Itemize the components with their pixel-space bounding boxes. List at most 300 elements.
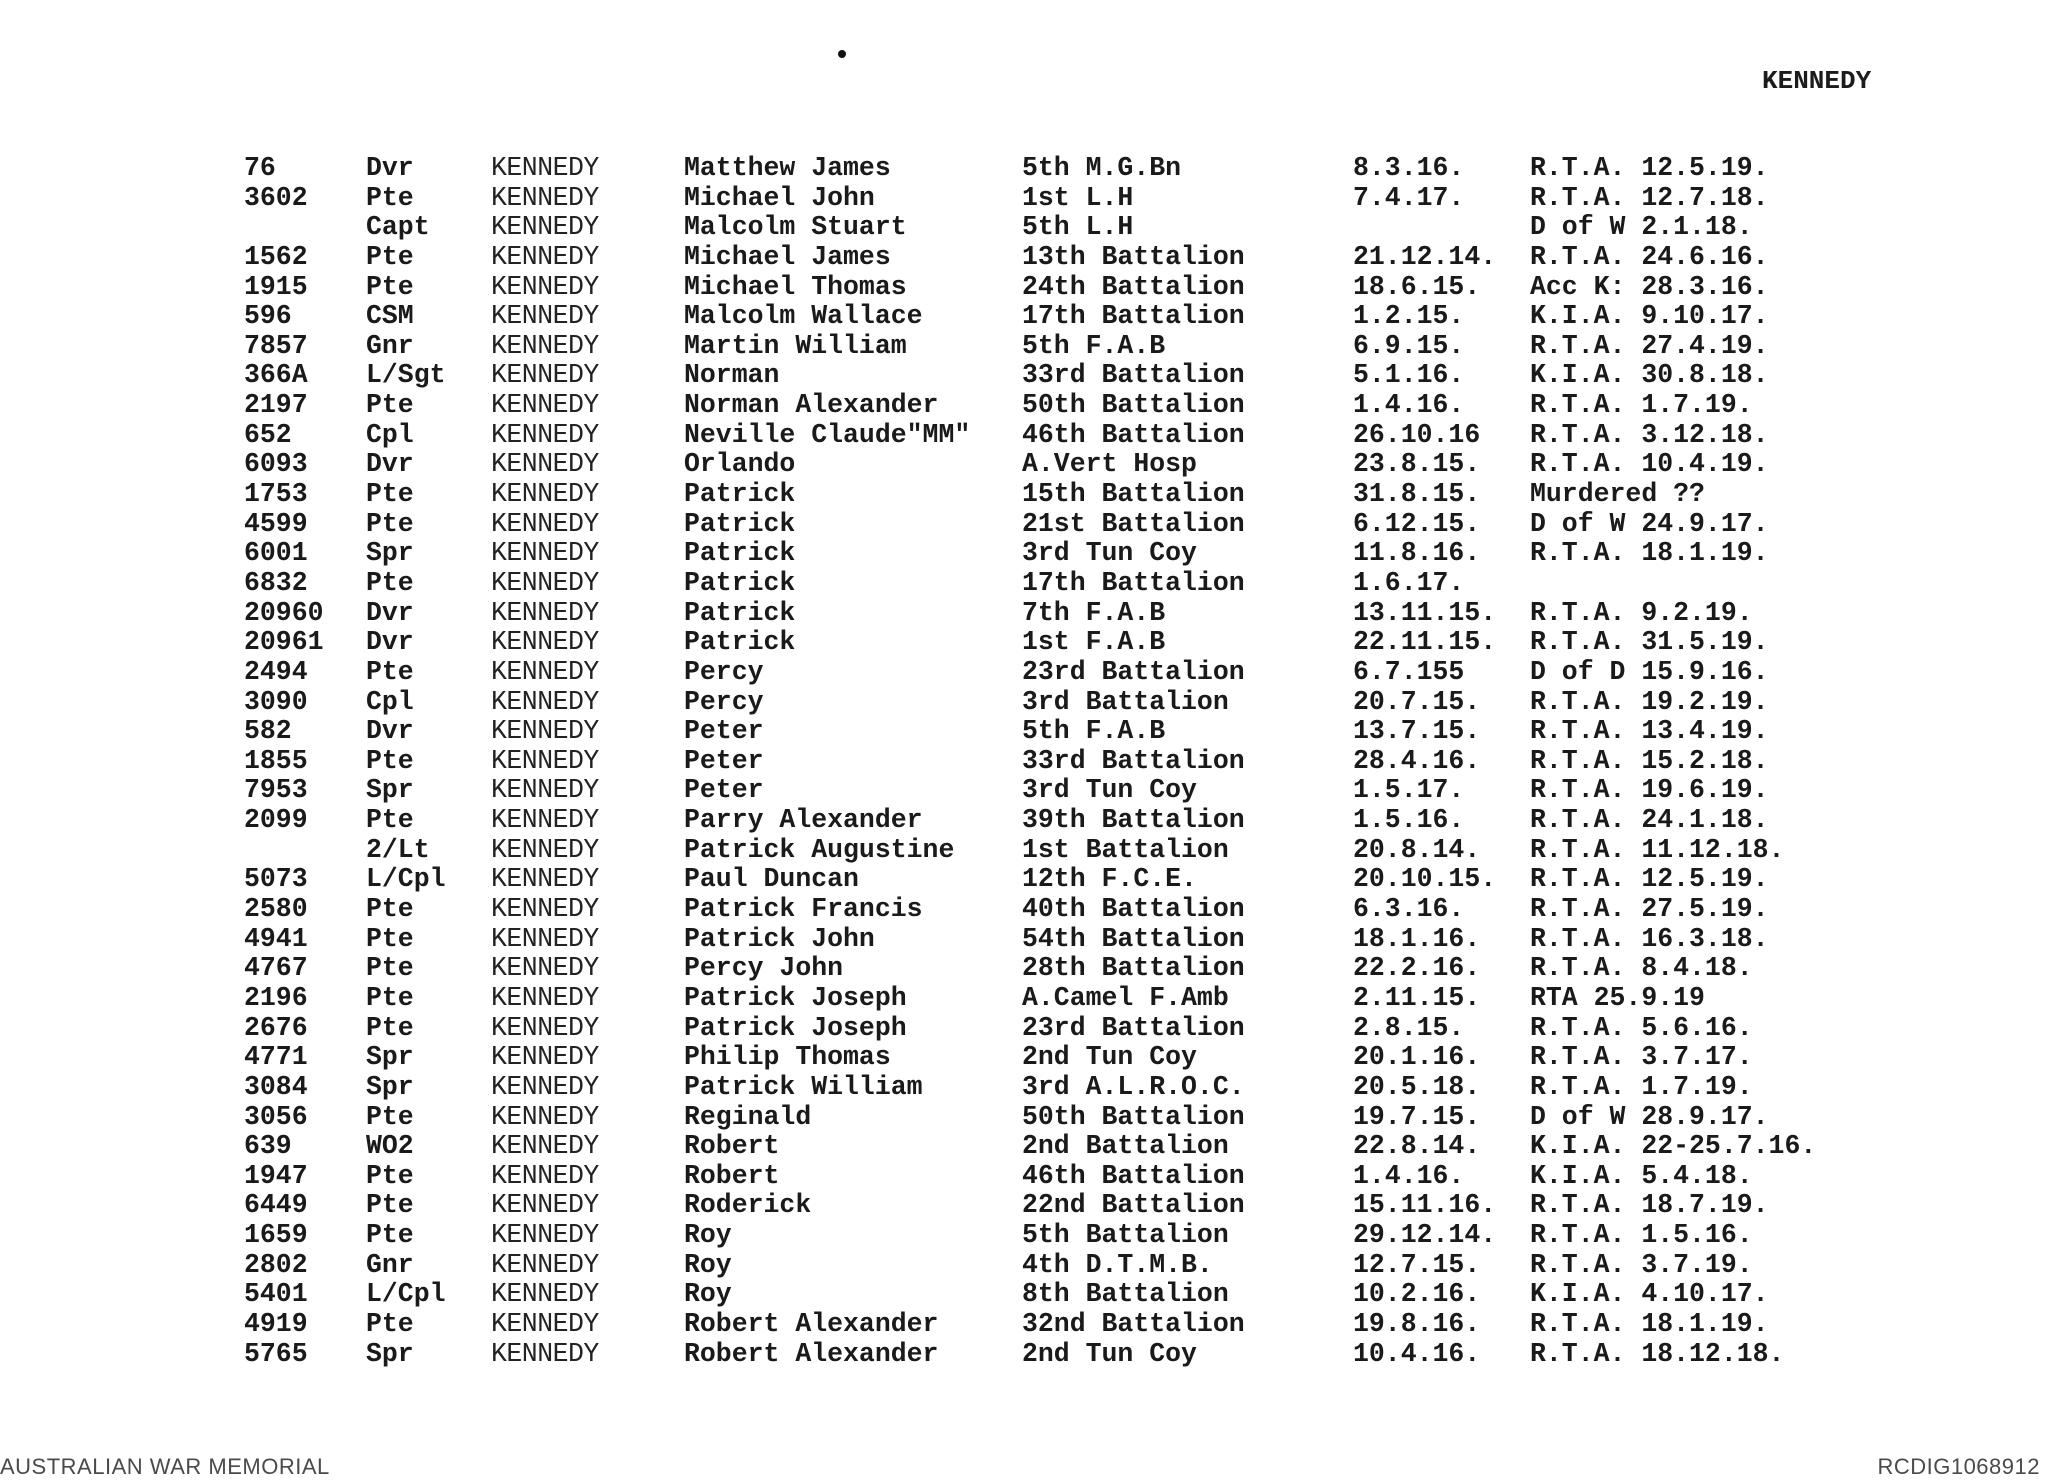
unit: 32nd Battalion — [1022, 1308, 1245, 1339]
fate: R.T.A. 12.5.19. — [1530, 864, 1769, 895]
regimental-number: 2802 — [244, 1249, 308, 1280]
fate: K.I.A. 9.10.17. — [1530, 301, 1769, 332]
fate: R.T.A. 13.4.19. — [1530, 716, 1769, 747]
regimental-number: 2676 — [244, 1012, 308, 1043]
unit: A.Camel F.Amb — [1022, 982, 1229, 1013]
rank: Pte — [366, 923, 414, 954]
unit: 8th Battalion — [1022, 1279, 1229, 1310]
regimental-number: 2580 — [244, 894, 308, 925]
unit: 23rd Battalion — [1022, 1012, 1245, 1043]
roll-row — [0, 806, 2048, 836]
roll-row — [0, 1162, 2048, 1192]
rank: L/Cpl — [366, 1279, 446, 1310]
roll-row — [0, 1132, 2048, 1162]
surname: KENNEDY — [491, 330, 599, 361]
rank: Spr — [366, 1042, 414, 1073]
regimental-number: 6001 — [244, 538, 308, 569]
rank: Pte — [366, 1308, 414, 1339]
roll-row — [0, 1014, 2048, 1044]
surname: KENNEDY — [491, 1160, 599, 1191]
unit: 13th Battalion — [1022, 241, 1245, 272]
rank: Pte — [366, 953, 414, 984]
regimental-number: 596 — [244, 301, 292, 332]
fate: R.T.A. 5.6.16. — [1530, 1012, 1753, 1043]
roll-row — [0, 1251, 2048, 1281]
surname: KENNEDY — [491, 419, 599, 450]
fate: D of D 15.9.16. — [1530, 656, 1769, 687]
surname: KENNEDY — [491, 1338, 599, 1369]
fate: D of W 2.1.18. — [1530, 212, 1753, 243]
regimental-number: 5073 — [244, 864, 308, 895]
unit: 33rd Battalion — [1022, 745, 1245, 776]
regimental-number: 4941 — [244, 923, 308, 954]
roll-row — [0, 510, 2048, 540]
roll-row — [0, 421, 2048, 451]
regimental-number: 5401 — [244, 1279, 308, 1310]
surname: KENNEDY — [491, 1220, 599, 1251]
surname: KENNEDY — [491, 1249, 599, 1280]
rank: Pte — [366, 1220, 414, 1251]
roll-row — [0, 539, 2048, 569]
enlistment-date: 1.4.16. — [1353, 1160, 1465, 1191]
regimental-number: 2494 — [244, 656, 308, 687]
given-names: Peter — [684, 745, 764, 776]
enlistment-date: 31.8.15. — [1353, 479, 1481, 510]
unit: 17th Battalion — [1022, 301, 1245, 332]
regimental-number: 1753 — [244, 479, 308, 510]
fate: R.T.A. 3.7.17. — [1530, 1042, 1753, 1073]
enlistment-date: 20.8.14. — [1353, 834, 1481, 865]
fate: R.T.A. 16.3.18. — [1530, 923, 1769, 954]
given-names: Matthew James — [684, 153, 891, 183]
regimental-number: 1855 — [244, 745, 308, 776]
regimental-number: 1562 — [244, 241, 308, 272]
regimental-number: 20961 — [244, 627, 324, 658]
given-names: Patrick — [684, 627, 796, 658]
surname: KENNEDY — [491, 538, 599, 569]
rank: Spr — [366, 538, 414, 569]
unit: 2nd Battalion — [1022, 1131, 1229, 1162]
unit: 1st L.H — [1022, 182, 1134, 213]
unit: 46th Battalion — [1022, 419, 1245, 450]
unit: 1st Battalion — [1022, 834, 1229, 865]
regimental-number: 76 — [244, 153, 276, 183]
fate: R.T.A. 19.2.19. — [1530, 686, 1769, 717]
enlistment-date: 13.7.15. — [1353, 716, 1481, 747]
surname: KENNEDY — [491, 775, 599, 806]
enlistment-date: 22.2.16. — [1353, 953, 1481, 984]
unit: 5th L.H — [1022, 212, 1134, 243]
enlistment-date: 18.1.16. — [1353, 923, 1481, 954]
unit: 5th M.G.Bn — [1022, 153, 1182, 183]
unit: 12th F.C.E. — [1022, 864, 1197, 895]
unit: 2nd Tun Coy — [1022, 1042, 1197, 1073]
fate: R.T.A. 3.12.18. — [1530, 419, 1769, 450]
roll-row — [0, 1103, 2048, 1133]
roll-row — [0, 273, 2048, 303]
given-names: Patrick Joseph — [684, 982, 907, 1013]
fate: K.I.A. 5.4.18. — [1530, 1160, 1753, 1191]
surname: KENNEDY — [491, 1279, 599, 1310]
unit: 22nd Battalion — [1022, 1190, 1245, 1221]
rank: 2/Lt — [366, 834, 430, 865]
ink-dot — [838, 50, 846, 58]
given-names: Roderick — [684, 1190, 812, 1221]
unit: 39th Battalion — [1022, 805, 1245, 836]
surname: KENNEDY — [491, 241, 599, 272]
rank: Pte — [366, 567, 414, 598]
fate: R.T.A. 15.2.18. — [1530, 745, 1769, 776]
unit: 40th Battalion — [1022, 894, 1245, 925]
surname: KENNEDY — [491, 212, 599, 243]
rank: Dvr — [366, 153, 414, 183]
enlistment-date: 1.5.17. — [1353, 775, 1465, 806]
fate: R.T.A. 3.7.19. — [1530, 1249, 1753, 1280]
unit: 1st F.A.B — [1022, 627, 1166, 658]
fate: R.T.A. 18.1.19. — [1530, 1308, 1769, 1339]
fate: D of W 28.9.17. — [1530, 1101, 1769, 1132]
given-names: Patrick — [684, 479, 796, 510]
enlistment-date: 20.10.15. — [1353, 864, 1497, 895]
given-names: Percy — [684, 686, 764, 717]
rank: L/Sgt — [366, 360, 446, 391]
enlistment-date: 22.11.15. — [1353, 627, 1497, 658]
given-names: Norman — [684, 360, 780, 391]
enlistment-date: 18.6.15. — [1353, 271, 1481, 302]
fate: K.I.A. 22-25.7.16. — [1530, 1131, 1817, 1162]
regimental-number: 4771 — [244, 1042, 308, 1073]
rank: Cpl — [366, 686, 414, 717]
enlistment-date: 19.8.16. — [1353, 1308, 1481, 1339]
roll-row — [0, 243, 2048, 273]
unit: 4th D.T.M.B. — [1022, 1249, 1213, 1280]
roll-row — [0, 1073, 2048, 1103]
enlistment-date: 11.8.16. — [1353, 538, 1481, 569]
roll-row — [0, 391, 2048, 421]
given-names: Orlando — [684, 449, 796, 480]
unit: 2nd Tun Coy — [1022, 1338, 1197, 1369]
regimental-number: 3602 — [244, 182, 308, 213]
surname: KENNEDY — [491, 805, 599, 836]
surname: KENNEDY — [491, 567, 599, 598]
given-names: Patrick — [684, 508, 796, 539]
rank: Pte — [366, 894, 414, 925]
regimental-number: 7857 — [244, 330, 308, 361]
enlistment-date: 10.2.16. — [1353, 1279, 1481, 1310]
fate: R.T.A. 9.2.19. — [1530, 597, 1753, 628]
rank: Spr — [366, 1071, 414, 1102]
rank: Pte — [366, 1160, 414, 1191]
fate: R.T.A. 27.5.19. — [1530, 894, 1769, 925]
unit: 3rd Tun Coy — [1022, 538, 1197, 569]
enlistment-date: 6.7.155 — [1353, 656, 1465, 687]
rank: Pte — [366, 1101, 414, 1132]
roll-row — [0, 480, 2048, 510]
roll-row — [0, 954, 2048, 984]
unit: A.Vert Hosp — [1022, 449, 1197, 480]
fate: Acc K: 28.3.16. — [1530, 271, 1769, 302]
roll-row — [0, 865, 2048, 895]
fate: D of W 24.9.17. — [1530, 508, 1769, 539]
roll-row — [0, 599, 2048, 629]
given-names: Patrick — [684, 567, 796, 598]
regimental-number: 1659 — [244, 1220, 308, 1251]
fate: K.I.A. 4.10.17. — [1530, 1279, 1769, 1310]
given-names: Patrick William — [684, 1071, 923, 1102]
given-names: Parry Alexander — [684, 805, 923, 836]
rank: Spr — [366, 1338, 414, 1369]
enlistment-date: 5.1.16. — [1353, 360, 1465, 391]
regimental-number: 3090 — [244, 686, 308, 717]
fate: R.T.A. 1.5.16. — [1530, 1220, 1753, 1251]
regimental-number: 7953 — [244, 775, 308, 806]
regimental-number: 1947 — [244, 1160, 308, 1191]
unit: 23rd Battalion — [1022, 656, 1245, 687]
roll-row — [0, 361, 2048, 391]
fate: R.T.A. 24.6.16. — [1530, 241, 1769, 272]
surname: KENNEDY — [491, 1071, 599, 1102]
regimental-number: 3056 — [244, 1101, 308, 1132]
rank: L/Cpl — [366, 864, 446, 895]
regimental-number: 6093 — [244, 449, 308, 480]
rank: Dvr — [366, 716, 414, 747]
surname: KENNEDY — [491, 449, 599, 480]
enlistment-date: 1.5.16. — [1353, 805, 1465, 836]
surname: KENNEDY — [491, 271, 599, 302]
given-names: Malcolm Wallace — [684, 301, 923, 332]
roll-row — [0, 688, 2048, 718]
enlistment-date: 13.11.15. — [1353, 597, 1497, 628]
given-names: Peter — [684, 775, 764, 806]
regimental-number: 366A — [244, 360, 308, 391]
given-names: Roy — [684, 1249, 732, 1280]
rank: Dvr — [366, 597, 414, 628]
rank: Gnr — [366, 330, 414, 361]
surname: KENNEDY — [491, 982, 599, 1013]
given-names: Roy — [684, 1279, 732, 1310]
given-names: Percy — [684, 656, 764, 687]
enlistment-date: 20.1.16. — [1353, 1042, 1481, 1073]
enlistment-date: 29.12.14. — [1353, 1220, 1497, 1251]
given-names: Michael James — [684, 241, 891, 272]
enlistment-date: 10.4.16. — [1353, 1338, 1481, 1369]
surname: KENNEDY — [491, 894, 599, 925]
given-names: Percy John — [684, 953, 844, 984]
unit: 46th Battalion — [1022, 1160, 1245, 1191]
rank: Pte — [366, 656, 414, 687]
given-names: Patrick John — [684, 923, 875, 954]
fate: K.I.A. 30.8.18. — [1530, 360, 1769, 391]
surname: KENNEDY — [491, 479, 599, 510]
fate: R.T.A. 1.7.19. — [1530, 390, 1753, 421]
given-names: Philip Thomas — [684, 1042, 891, 1073]
unit: 21st Battalion — [1022, 508, 1245, 539]
fate: R.T.A. 24.1.18. — [1530, 805, 1769, 836]
rank: Dvr — [366, 627, 414, 658]
surname: KENNEDY — [491, 1042, 599, 1073]
regimental-number: 6449 — [244, 1190, 308, 1221]
fate: RTA 25.9.19 — [1530, 982, 1705, 1013]
roll-row — [0, 302, 2048, 332]
given-names: Patrick Francis — [684, 894, 923, 925]
surname: KENNEDY — [491, 153, 599, 183]
fate: R.T.A. 18.7.19. — [1530, 1190, 1769, 1221]
given-names: Michael Thomas — [684, 271, 907, 302]
fate: R.T.A. 19.6.19. — [1530, 775, 1769, 806]
enlistment-date: 20.5.18. — [1353, 1071, 1481, 1102]
fate: Murdered ?? — [1530, 479, 1705, 510]
regimental-number: 652 — [244, 419, 292, 450]
enlistment-date: 7.4.17. — [1353, 182, 1465, 213]
unit: 28th Battalion — [1022, 953, 1245, 984]
surname: KENNEDY — [491, 1101, 599, 1132]
roll-row — [0, 332, 2048, 362]
surname: KENNEDY — [491, 301, 599, 332]
given-names: Patrick — [684, 538, 796, 569]
enlistment-date: 2.11.15. — [1353, 982, 1481, 1013]
rank: Pte — [366, 1190, 414, 1221]
rank: Cpl — [366, 419, 414, 450]
rank: Capt — [366, 212, 430, 243]
unit: 5th Battalion — [1022, 1220, 1229, 1251]
surname: KENNEDY — [491, 1190, 599, 1221]
given-names: Neville Claude"MM" — [684, 419, 971, 450]
rank: Pte — [366, 508, 414, 539]
fate: R.T.A. 12.7.18. — [1530, 182, 1769, 213]
roll-row — [0, 984, 2048, 1014]
roll-row — [0, 836, 2048, 866]
enlistment-date: 1.6.17. — [1353, 567, 1465, 598]
fate: R.T.A. 8.4.18. — [1530, 953, 1753, 984]
given-names: Michael John — [684, 182, 875, 213]
surname: KENNEDY — [491, 390, 599, 421]
surname: KENNEDY — [491, 686, 599, 717]
rank: Pte — [366, 1012, 414, 1043]
unit: 54th Battalion — [1022, 923, 1245, 954]
given-names: Peter — [684, 716, 764, 747]
rank: Pte — [366, 479, 414, 510]
rank: Pte — [366, 745, 414, 776]
enlistment-date: 28.4.16. — [1353, 745, 1481, 776]
regimental-number: 2197 — [244, 390, 308, 421]
roll-row — [0, 569, 2048, 599]
archive-credit: AUSTRALIAN WAR MEMORIAL — [0, 1454, 330, 1479]
unit: 24th Battalion — [1022, 271, 1245, 302]
rank: Pte — [366, 390, 414, 421]
rank: Dvr — [366, 449, 414, 480]
fate: R.T.A. 10.4.19. — [1530, 449, 1769, 480]
surname: KENNEDY — [491, 360, 599, 391]
enlistment-date: 19.7.15. — [1353, 1101, 1481, 1132]
roll-row — [0, 213, 2048, 243]
given-names: Robert Alexander — [684, 1338, 939, 1369]
regimental-number: 4767 — [244, 953, 308, 984]
unit: 15th Battalion — [1022, 479, 1245, 510]
surname: KENNEDY — [491, 953, 599, 984]
given-names: Martin William — [684, 330, 907, 361]
given-names: Patrick Augustine — [684, 834, 955, 865]
rank: Gnr — [366, 1249, 414, 1280]
fate: R.T.A. 12.5.19. — [1530, 153, 1769, 183]
roll-row — [0, 1340, 2048, 1370]
surname: KENNEDY — [491, 508, 599, 539]
roll-row — [0, 776, 2048, 806]
enlistment-date: 12.7.15. — [1353, 1249, 1481, 1280]
roll-row — [0, 1043, 2048, 1073]
enlistment-date: 2.8.15. — [1353, 1012, 1465, 1043]
unit: 50th Battalion — [1022, 390, 1245, 421]
fate: R.T.A. 11.12.18. — [1530, 834, 1785, 865]
enlistment-date: 6.9.15. — [1353, 330, 1465, 361]
unit: 3rd A.L.R.O.C. — [1022, 1071, 1245, 1102]
roll-row — [0, 925, 2048, 955]
surname: KENNEDY — [491, 745, 599, 776]
fate: R.T.A. 31.5.19. — [1530, 627, 1769, 658]
given-names: Robert — [684, 1131, 780, 1162]
surname: KENNEDY — [491, 656, 599, 687]
surname: KENNEDY — [491, 864, 599, 895]
given-names: Norman Alexander — [684, 390, 939, 421]
rank: Spr — [366, 775, 414, 806]
regimental-number: 4599 — [244, 508, 308, 539]
unit: 33rd Battalion — [1022, 360, 1245, 391]
enlistment-date: 6.12.15. — [1353, 508, 1481, 539]
regimental-number: 2196 — [244, 982, 308, 1013]
page-header-surname: KENNEDY — [1762, 66, 1872, 96]
unit: 17th Battalion — [1022, 567, 1245, 598]
given-names: Robert Alexander — [684, 1308, 939, 1339]
surname: KENNEDY — [491, 716, 599, 747]
surname: KENNEDY — [491, 1012, 599, 1043]
regimental-number: 20960 — [244, 597, 324, 628]
unit: 50th Battalion — [1022, 1101, 1245, 1132]
unit: 5th F.A.B — [1022, 330, 1166, 361]
roll-row — [0, 450, 2048, 480]
surname: KENNEDY — [491, 1308, 599, 1339]
fate: R.T.A. 27.4.19. — [1530, 330, 1769, 361]
surname: KENNEDY — [491, 182, 599, 213]
fate: R.T.A. 18.12.18. — [1530, 1338, 1785, 1369]
rank: CSM — [366, 301, 414, 332]
roll-row — [0, 1191, 2048, 1221]
enlistment-date: 23.8.15. — [1353, 449, 1481, 480]
given-names: Paul Duncan — [684, 864, 859, 895]
roll-row — [0, 658, 2048, 688]
enlistment-date: 21.12.14. — [1353, 241, 1497, 272]
surname: KENNEDY — [491, 597, 599, 628]
unit: 3rd Tun Coy — [1022, 775, 1197, 806]
regimental-number: 5765 — [244, 1338, 308, 1369]
roll-row — [0, 628, 2048, 658]
enlistment-date: 1.4.16. — [1353, 390, 1465, 421]
rank: Pte — [366, 241, 414, 272]
regimental-number: 4919 — [244, 1308, 308, 1339]
regimental-number: 1915 — [244, 271, 308, 302]
enlistment-date: 22.8.14. — [1353, 1131, 1481, 1162]
rank: Pte — [366, 271, 414, 302]
rank: Pte — [366, 805, 414, 836]
regimental-number: 6832 — [244, 567, 308, 598]
roll-row — [0, 895, 2048, 925]
enlistment-date: 26.10.16 — [1353, 419, 1481, 450]
roll-row — [0, 717, 2048, 747]
digitisation-id: RCDIG1068912 — [1877, 1454, 2040, 1479]
enlistment-date: 15.11.16. — [1353, 1190, 1497, 1221]
regimental-number: 3084 — [244, 1071, 308, 1102]
given-names: Reginald — [684, 1101, 812, 1132]
roll-row — [0, 1310, 2048, 1340]
roll-row — [0, 1221, 2048, 1251]
